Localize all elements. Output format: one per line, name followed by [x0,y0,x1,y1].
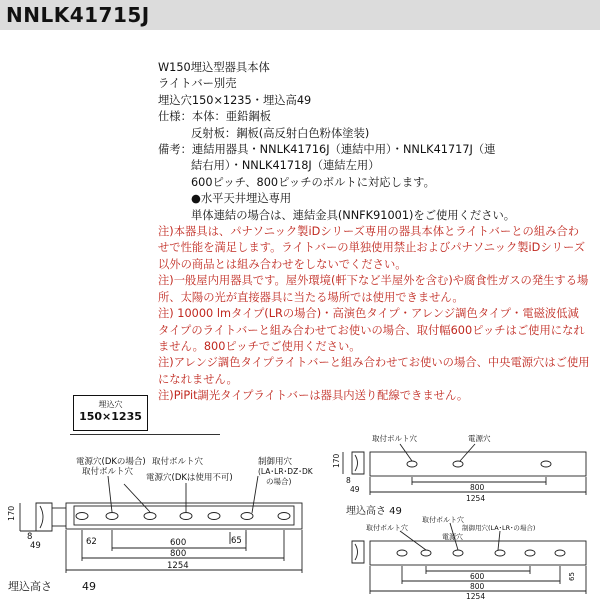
rb-dim-600: 600 [470,572,485,581]
dim-49: 49 [30,541,41,551]
rt-embed-height: 埋込高さ 49 [346,506,402,517]
dim-800: 800 [170,549,187,559]
right-top-drawing [330,430,600,520]
dim-62: 62 [86,537,97,547]
note-4: 注)アレンジ調色タイプライトバーと組み合わせてお使いの場合、中央電源穴はご使用になれません。 [158,356,590,386]
rt-dim-170: 170 [332,453,341,468]
spec-line: W150埋込型器具本体 [158,61,270,74]
separator-line [70,434,220,435]
spec-line: 結右用）・NNLK41718J（連結左用） [191,159,380,173]
label-control: 制御用穴 [258,457,293,467]
dim-8: 8 [27,532,33,542]
embed-hole-size: 150×1235 [79,410,142,423]
spec-line: 備考：連結用器具・NNLK41716J（連結中用）・NNLK41717J（連 [158,143,496,157]
title-bar [0,0,600,30]
rb-dim-65: 65 [568,572,576,581]
spec-line: 反射板：鋼板(高反射白色粉体塗装) [191,126,370,140]
rt-label-bolt: 取付ボルト穴 [372,434,417,443]
rt-dim-800: 800 [470,483,485,492]
note-3: 注) 10000 lmタイプ(LRの場合)・高演色タイプ・アレンジ調色タイプ・電磁波低減タイプのライトバーと組み合わせてお使いの場合、取付幅600ピッチはご使用になれません。800ピッチでご使用ください。 [158,307,585,353]
rb-label-control: 制御用穴(LA･LR･の場合) [462,524,536,532]
note-5: 注)PiPit調光タイプライトバーは器具内送り配線できません。 [158,389,469,403]
rt-label-power: 電源穴 [468,434,491,443]
spec-line: ライトバー別売 [158,77,237,91]
spec-line: 600ピッチ、800ピッチのボルトに対応します。 [191,175,435,189]
dim-65: 65 [231,536,242,546]
note-2: 注)一般屋内用器具です。屋外環境(軒下など半屋外を含む)や腐食性ガスの発生する場所、太陽の光が直接器具に当たる場所では使用できません。 [158,274,589,304]
label-control-3: の場合) [266,477,292,486]
rb-dim-1254: 1254 [466,592,486,600]
note-1: 注)本器具は、パナソニック製iDシリーズ専用の器具本体とライトバーとの組み合わせで性能を満足します。ライトバーの単独使用禁止およびパナソニック製iDシリーズ以外の商品とは組み合わせをしないでください。 [158,225,586,271]
spec-line: ●水平天井埋込専用 [191,192,292,206]
main-dimension-drawing [0,440,330,600]
embed-height-value: 49 [82,580,96,593]
dim-1254: 1254 [167,561,189,571]
label-bolt: 取付ボルト穴 [82,467,134,477]
label-power-noncapable: 電源穴(DKは使用不可) [146,473,233,483]
spec-block [158,60,590,405]
rb-label-bolt-2: 取付ボルト穴 [366,524,408,532]
embed-hole-label: 埋込穴 [98,400,123,409]
rt-dim-1254: 1254 [466,494,486,503]
spec-line: 単体連結の場合は、連結金具(NNFK91001)をご使用ください。 [191,208,516,222]
label-control-2: (LA･LR･DZ･DK [258,467,313,476]
spec-line: 仕様：本体：亜鉛鋼板 [158,110,271,124]
label-power-dk: 電源穴(DKの場合) [76,457,146,467]
right-bottom-drawing [330,515,600,600]
product-code-title: NNLK41715J [6,3,150,27]
rt-dim-8: 8 [346,476,351,485]
rb-dim-800: 800 [470,582,485,591]
rb-label-power: 電源穴 [442,533,463,541]
embed-hole-box [73,395,148,431]
label-bolt-2: 取付ボルト穴 [152,457,204,467]
embed-height-label: 埋込高さ [8,580,52,593]
dim-170: 170 [7,505,16,521]
rb-label-bolt: 取付ボルト穴 [422,516,464,524]
spec-line: 埋込穴150×1235・埋込高49 [158,93,312,107]
rt-dim-49: 49 [350,485,360,494]
dim-600: 600 [170,538,187,548]
